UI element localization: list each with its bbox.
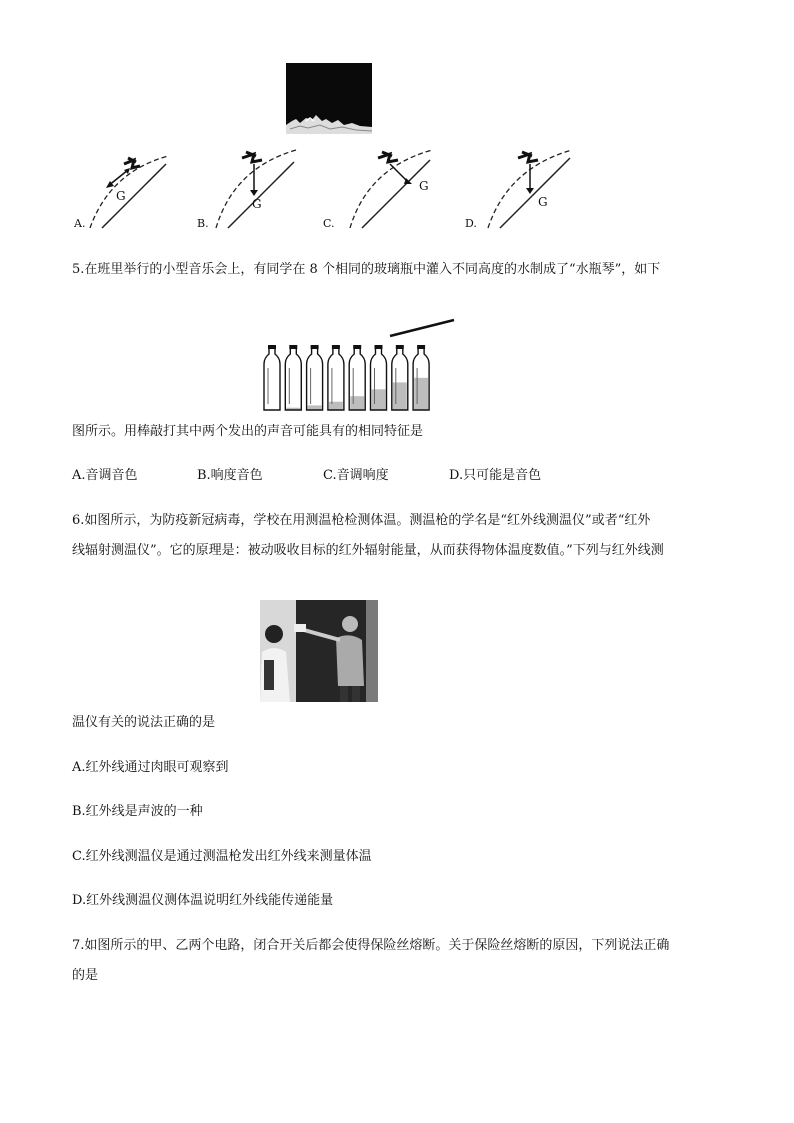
bottle-5 <box>349 345 365 410</box>
q6-stem-line3: 温仪有关的说法正确的是 <box>72 715 216 730</box>
water-bottle-xylophone-figure <box>262 318 458 412</box>
q4-option-c-g: G <box>419 179 429 193</box>
bottle-2 <box>285 345 301 410</box>
q4-option-c-label: C. <box>323 217 335 230</box>
q6-stem-line1: 6.如图所示，为防疫新冠病毒，学校在用测温枪检测体温。测温枪的学名是“红外线测温仪”或者“红外 <box>72 513 651 528</box>
q6-stem-line2: 线辐射测温仪”。它的原理是：被动吸收目标的红外辐射能量，从而获得物体温度数值。”下列与红外线测 <box>72 543 664 558</box>
bottle-1 <box>264 345 280 410</box>
q7-stem-line1: 7.如图所示的甲、乙两个电路，闭合开关后都会使得保险丝熔断。关于保险丝熔断的原因，下列说法正确 <box>72 938 670 953</box>
q5-option-a: A.音调音色 <box>72 468 138 483</box>
q7-stem-line2: 的是 <box>72 968 99 983</box>
bottle-3 <box>307 345 323 410</box>
q5-stem-line2: 图所示。用棒敲打其中两个发出的声音可能具有的相同特征是 <box>72 424 424 439</box>
q6-option-a: A.红外线通过肉眼可观察到 <box>72 760 229 775</box>
q6-option-c: C.红外线测温仪是通过测温枪发出红外线来测量体温 <box>72 849 372 864</box>
q4-option-a-g: G <box>116 189 126 203</box>
skier-photo <box>286 63 372 134</box>
q4-figure-d <box>484 146 576 230</box>
q5-stem-line1: 5.在班里举行的小型音乐会上，有同学在 8 个相同的玻璃瓶中灌入不同高度的水制成了“水瓶琴”，如下 <box>72 262 661 277</box>
q6-option-b: B.红外线是声波的一种 <box>72 804 203 819</box>
q4-option-d-g: G <box>538 195 548 209</box>
q5-option-d: D.只可能是音色 <box>449 468 542 483</box>
q5-option-c: C.音调响度 <box>323 468 389 483</box>
q6-option-d: D.红外线测温仪测体温说明红外线能传递能量 <box>72 893 334 908</box>
q5-option-b: B.响度音色 <box>197 468 263 483</box>
q4-option-a-label: A. <box>74 217 86 230</box>
q4-option-d-label: D. <box>465 217 477 230</box>
bottle-6 <box>371 345 387 410</box>
bottle-4 <box>328 345 344 410</box>
bottle-7 <box>392 345 408 410</box>
q4-figure-b <box>212 146 300 230</box>
q4-option-b-label: B. <box>197 217 209 230</box>
q4-option-b-g: G <box>252 197 262 211</box>
q4-figure-a <box>88 150 173 230</box>
bottle-8 <box>413 345 429 410</box>
temperature-check-photo <box>260 600 378 702</box>
